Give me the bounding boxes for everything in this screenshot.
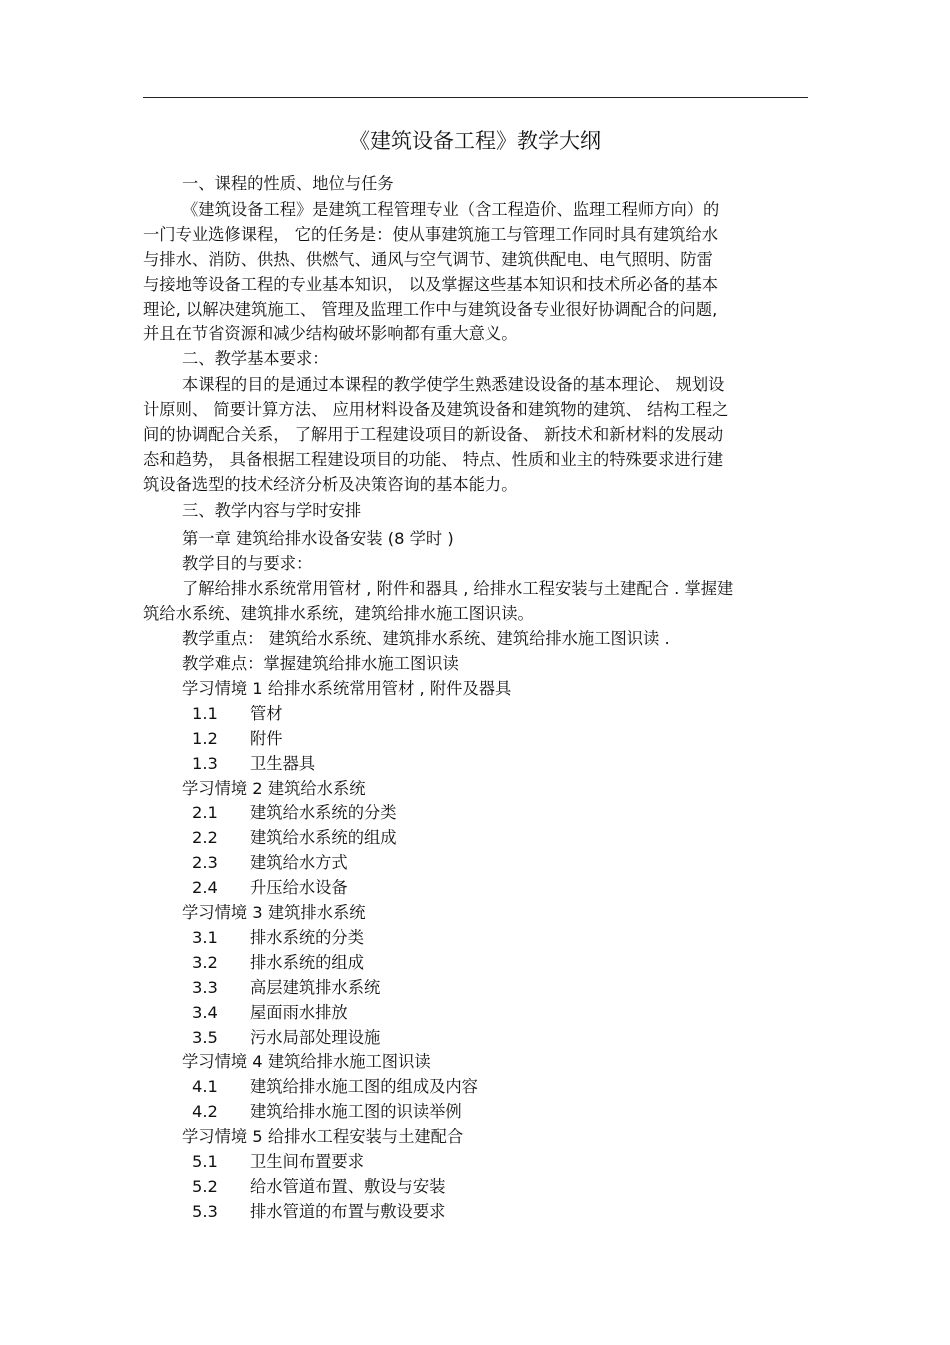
item-number: 2.3: [192, 853, 218, 872]
item-number: 2.2: [192, 828, 218, 847]
list-item: 建筑给排水施工图的识读举例: [250, 1102, 462, 1121]
item-number: 3.2: [192, 953, 218, 972]
list-item: 建筑给水方式: [250, 853, 348, 872]
goal-label: 教学目的与要求：: [182, 554, 313, 573]
key-points: 教学重点： 建筑给水系统、建筑排水系统、建筑给排水施工图识读 .: [182, 629, 670, 648]
list-item: 给水管道布置、敷设与安装: [250, 1177, 446, 1196]
item-number: 5.2: [192, 1177, 218, 1196]
list-item: 建筑给排水施工图的组成及内容: [250, 1077, 478, 1096]
item-number: 5.3: [192, 1202, 218, 1221]
chapter-heading: 第一章 建筑给排水设备安装 (8 学时 ): [182, 529, 454, 548]
paragraph-line: 筑给水系统、建筑排水系统，建筑给排水施工图识读。: [143, 604, 534, 623]
paragraph-line: 《建筑设备工程》是建筑工程管理专业（含工程造价、监理工程师方向）的: [182, 200, 720, 219]
top-rule: [143, 97, 808, 98]
item-number: 3.5: [192, 1028, 218, 1047]
paragraph-line: 了解给排水系统常用管材 , 附件和器具 , 给排水工程安装与土建配合 . 掌握建: [182, 579, 734, 598]
section-heading: 一、课程的性质、地位与任务: [182, 174, 394, 193]
list-item: 附件: [250, 729, 283, 748]
difficulty: 教学难点：掌握建筑给排水施工图识读: [182, 654, 459, 673]
item-number: 2.4: [192, 878, 218, 897]
list-item: 屋面雨水排放: [250, 1003, 348, 1022]
list-item: 卫生器具: [250, 754, 316, 773]
item-number: 5.1: [192, 1152, 218, 1171]
item-number: 1.2: [192, 729, 218, 748]
item-number: 4.2: [192, 1102, 218, 1121]
context-heading: 学习情境 5 给排水工程安装与土建配合: [182, 1127, 464, 1146]
paragraph-line: 筑设备选型的技术经济分析及决策咨询的基本能力。: [143, 475, 518, 494]
paragraph-line: 并且在节省资源和减少结构破坏影响都有重大意义。: [143, 324, 518, 343]
context-heading: 学习情境 2 建筑给水系统: [182, 779, 366, 798]
list-item: 高层建筑排水系统: [250, 978, 381, 997]
paragraph-line: 一门专业选修课程， 它的任务是：使从事建筑施工与管理工作同时具有建筑给水: [143, 225, 719, 244]
section-heading: 二、教学基本要求：: [182, 349, 329, 368]
item-number: 2.1: [192, 803, 218, 822]
list-item: 升压给水设备: [250, 878, 348, 897]
context-heading: 学习情境 1 给排水系统常用管材 , 附件及器具: [182, 679, 512, 698]
list-item: 排水管道的布置与敷设要求: [250, 1202, 446, 1221]
item-number: 3.3: [192, 978, 218, 997]
page-title: 《建筑设备工程》教学大纲: [349, 129, 601, 153]
paragraph-line: 理论, 以解决建筑施工、 管理及监理工作中与建筑设备专业很好协调配合的问题,: [143, 300, 718, 319]
item-number: 1.1: [192, 704, 218, 723]
paragraph-line: 与排水、消防、供热、供燃气、通风与空气调节、建筑供配电、电气照明、防雷: [143, 250, 713, 269]
list-item: 建筑给水系统的组成: [250, 828, 397, 847]
paragraph-line: 计原则、 简要计算方法、 应用材料设备及建筑设备和建筑物的建筑、 结构工程之: [143, 400, 729, 419]
item-number: 1.3: [192, 754, 218, 773]
list-item: 污水局部处理设施: [250, 1028, 381, 1047]
paragraph-line: 间的协调配合关系， 了解用于工程建设项目的新设备、 新技术和新材料的发展动: [143, 425, 724, 444]
list-item: 建筑给水系统的分类: [250, 803, 397, 822]
item-number: 4.1: [192, 1077, 218, 1096]
context-heading: 学习情境 4 建筑给排水施工图识读: [182, 1052, 431, 1071]
section-heading: 三、教学内容与学时安排: [182, 501, 362, 520]
list-item: 管材: [250, 704, 283, 723]
paragraph-line: 本课程的目的是通过本课程的教学使学生熟悉建设设备的基本理论、 规划设: [182, 375, 725, 394]
context-heading: 学习情境 3 建筑排水系统: [182, 903, 366, 922]
paragraph-line: 与接地等设备工程的专业基本知识， 以及掌握这些基本知识和技术所必备的基本: [143, 275, 719, 294]
item-number: 3.1: [192, 928, 218, 947]
list-item: 排水系统的分类: [250, 928, 364, 947]
list-item: 排水系统的组成: [250, 953, 364, 972]
list-item: 卫生间布置要求: [250, 1152, 364, 1171]
paragraph-line: 态和趋势， 具备根据工程建设项目的功能、 特点、性质和业主的特殊要求进行建: [143, 450, 724, 469]
item-number: 3.4: [192, 1003, 218, 1022]
